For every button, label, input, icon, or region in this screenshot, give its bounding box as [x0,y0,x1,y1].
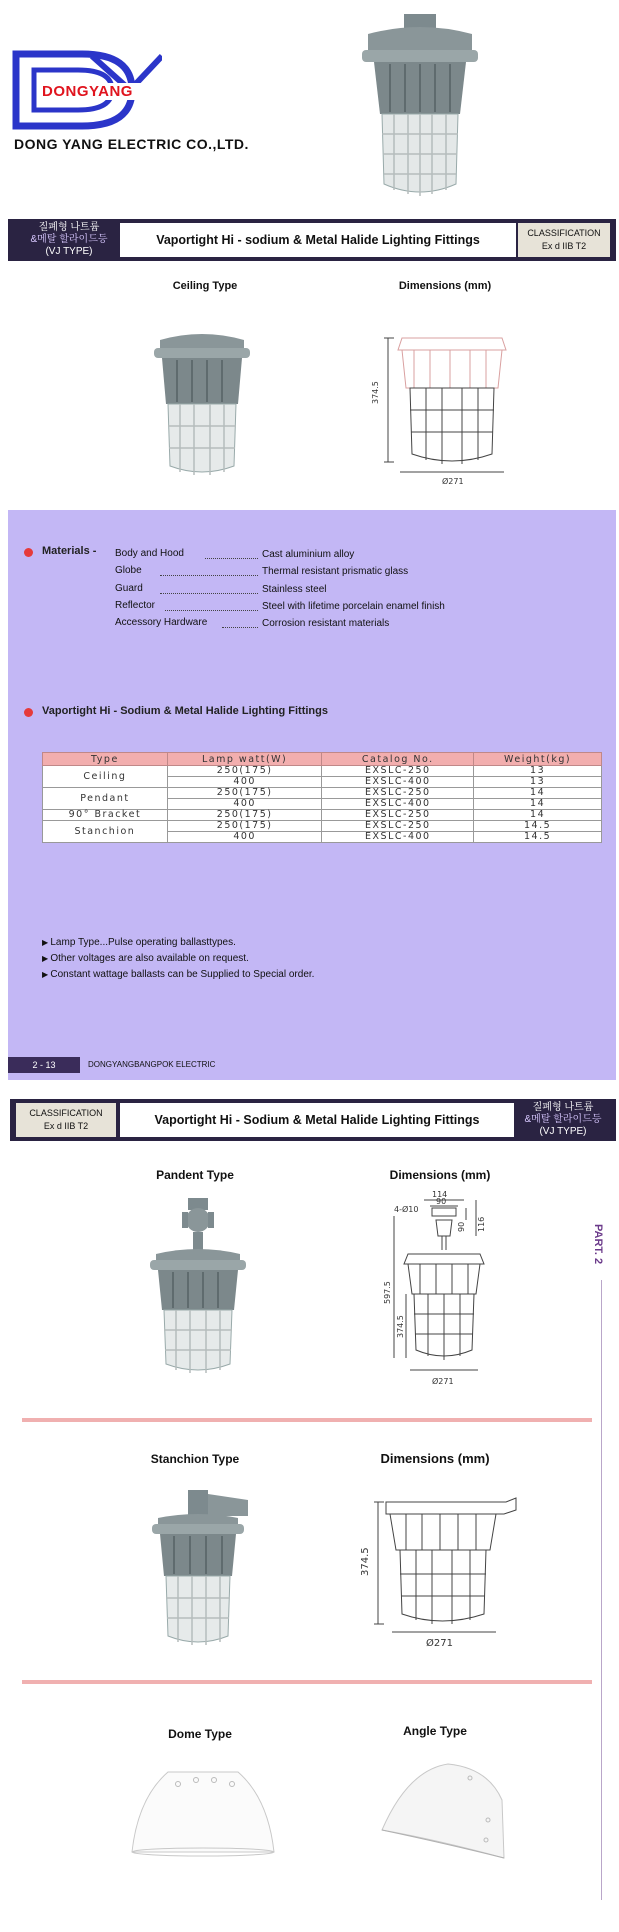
footer-brand-suffix: BANGPOK ELECTRIC [134,1060,216,1069]
type-cell: 90° Bracket [43,810,168,821]
pendant-dim-bolt: 4-Ø10 [394,1205,419,1214]
side-line [601,1280,602,1900]
dome-type-caption: Dome Type [168,1727,232,1741]
classification-box-2 [16,1103,116,1137]
table-cell: 400 [167,832,322,843]
korean-title-2 [516,1102,610,1138]
classification-value-2: Ex d IIB T2 [43,1121,89,1131]
material-label: Reflector [115,599,156,611]
material-value: Cast aluminium alloy [262,549,355,560]
material-value: Corrosion resistant materials [262,618,390,630]
type-cell: Stanchion [43,821,168,843]
classification-value: Ex d IIB T2 [541,241,587,251]
classification-label: CLASSIFICATION [527,228,601,238]
divider-1 [22,1418,592,1422]
type-cell: Ceiling [43,766,168,788]
table-row [43,788,602,799]
table-cell: 13 [474,766,602,777]
leader-dots [160,593,258,594]
material-label: Guard [115,582,143,594]
material-value: Stainless steel [262,583,327,595]
material-value: Steel with lifetime porcelain enamel finish [262,600,445,612]
lamp-hero-image [360,14,480,204]
note-text: Constant wattage ballasts can be Supplied to Special order. [50,969,315,980]
korean-line-3: (VJ TYPE) [45,246,93,257]
type-cell: Pendant [43,788,168,810]
footer-brand-name: DONGYANG [88,1060,135,1069]
part-side-label: PART. 2 [592,1224,604,1265]
korean-title [22,222,116,258]
table-cell: EXSLC-400 [322,799,474,810]
pendant-lamp-image [148,1198,248,1378]
pendant-dim-side-90: 90 [457,1221,466,1232]
table-cell: EXSLC-250 [322,788,474,799]
korean-line-3-2: (VJ TYPE) [539,1126,587,1137]
korean-line-2-2: &메탈 할라이드등 [524,1114,602,1125]
table-cell: EXSLC-400 [322,777,474,788]
footer-strip [8,1057,616,1073]
leader-dots [165,610,258,611]
korean-line-2: &메탈 할라이드등 [30,234,108,245]
table-header-cell: Type [43,753,168,766]
leader-dots [205,558,258,559]
company-name: DONG YANG ELECTRIC CO.,LTD. [14,136,249,152]
dim-height-label: 374.5 [371,381,380,404]
dim-width-label: Ø271 [442,477,464,486]
table-cell: EXSLC-400 [322,832,474,843]
table-cell: 250(175) [167,810,322,821]
arrow-bullet-icon: ▶ [42,938,51,947]
table-header-cell: Weight(kg) [474,753,602,766]
stanchion-dim-width: Ø271 [426,1638,453,1649]
pendant-dim-total: 597.5 [383,1281,392,1304]
material-label: Globe [115,565,142,577]
spec-table-wrapper [42,752,602,843]
note-item [42,969,314,980]
table-cell: 400 [167,799,322,810]
leader-dots [222,627,258,628]
logo-text: DONGYANG [38,83,166,100]
table-header-cell: Catalog No. [322,753,474,766]
table-row [43,810,602,821]
pendant-dim-90: 90 [436,1197,447,1206]
pendant-dim-width: Ø271 [432,1377,454,1386]
table-cell: EXSLC-250 [322,766,474,777]
table-cell: EXSLC-250 [322,810,474,821]
title-banner-2 [10,1099,616,1141]
korean-line-1: 질폐형 나트륨 [38,222,100,233]
arrow-bullet-icon: ▶ [42,954,51,963]
pendant-dimension-drawing [380,1190,510,1390]
table-heading-bullet-icon [24,708,33,717]
table-cell: 14 [474,788,602,799]
table-cell: 250(175) [167,788,322,799]
dimensions-caption: Dimensions (mm) [398,280,492,292]
material-label: Body and Hood [115,548,184,559]
note-text: Lamp Type...Pulse operating ballasttypes. [50,937,236,948]
ceiling-lamp-image [152,326,252,481]
classification-label-2: CLASSIFICATION [29,1108,103,1118]
material-value: Thermal resistant prismatic glass [262,566,409,578]
banner-title: Vaportight Hi - sodium & Metal Halide Lighting Fittings [120,223,516,257]
table-heading: Vaportight Hi - Sodium & Metal Halide Lighting Fittings [42,705,328,717]
ceiling-type-caption: Ceiling Type [172,280,238,292]
materials-heading: Materials - [42,545,97,557]
footer-brand [88,1060,215,1069]
table-cell: EXSLC-250 [322,821,474,832]
note-item [42,953,249,964]
table-cell: 14.5 [474,832,602,843]
table-cell: 250(175) [167,821,322,832]
stanchion-dim-height: 374.5 [360,1547,371,1576]
arrow-bullet-icon: ▶ [42,970,51,979]
divider-2 [22,1680,592,1684]
spec-table [42,752,602,843]
leader-dots [160,575,258,576]
table-cell: 13 [474,777,602,788]
pendant-dim-body: 374.5 [396,1315,405,1338]
pendant-dimensions-caption: Dimensions (mm) [389,1168,491,1182]
material-label: Accessory Hardware [115,617,208,629]
angle-type-caption: Angle Type [403,1724,467,1738]
note-item [42,937,236,948]
note-text: Other voltages are also available on request. [50,953,249,964]
stanchion-type-caption: Stanchion Type [150,1452,240,1466]
angle-reflector-image [378,1760,508,1865]
pendant-type-caption: Pandent Type [156,1168,234,1182]
korean-line-1-2: 질폐형 나트륨 [532,1102,594,1113]
table-row [43,821,602,832]
table-cell: 14 [474,810,602,821]
materials-bullet-icon [24,548,33,557]
table-cell: 250(175) [167,766,322,777]
table-cell: 14 [474,799,602,810]
pendant-dim-side-116: 116 [477,1216,486,1232]
page-number: 2 - 13 [8,1057,80,1073]
table-header-cell: Lamp watt(W) [167,753,322,766]
table-cell: 400 [167,777,322,788]
pendant-dim-114: 114 [432,1190,448,1199]
table-cell: 14.5 [474,821,602,832]
banner-title-2: Vaportight Hi - Sodium & Metal Halide Lighting Fittings [120,1103,514,1137]
title-banner [8,219,616,261]
stanchion-dimension-drawing [356,1494,526,1654]
ceiling-dimension-drawing [370,330,530,490]
classification-box [518,223,610,257]
stanchion-lamp-image [152,1490,262,1650]
table-row [43,766,602,777]
dome-reflector-image [128,1768,278,1858]
stanchion-dimensions-caption: Dimensions (mm) [380,1451,490,1466]
